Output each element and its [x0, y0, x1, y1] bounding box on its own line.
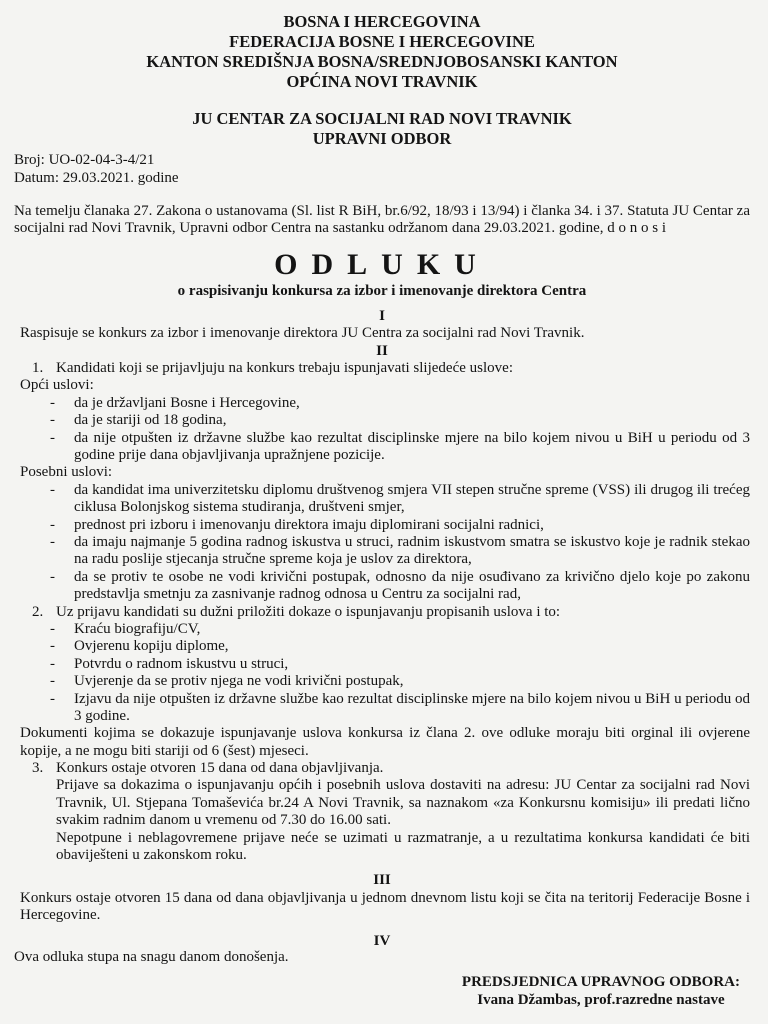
section-numeral-iii: III [373, 872, 391, 889]
required-documents-list [14, 621, 750, 725]
general-conditions-list [14, 395, 750, 465]
list-item: - Uvjerenje da se protiv njega ne vodi krivični postupak, [50, 673, 404, 690]
header-country: BOSNA I HERCEGOVINA [283, 12, 481, 31]
item-number: 1. [32, 360, 44, 377]
item-number: 3. [32, 760, 44, 777]
reference-number: Broj: UO-02-04-3-4/21 [14, 151, 155, 168]
section-numeral-i: I [379, 307, 385, 324]
signature-block [462, 973, 740, 1011]
document-date: Datum: 29.03.2021. godine [14, 169, 179, 186]
signature-title: PREDSJEDNICA UPRAVNOG ODBORA: [461, 973, 740, 990]
decision-title: ODLUKU [274, 247, 490, 281]
section-numeral-iv: IV [373, 932, 391, 949]
special-conditions-list [14, 482, 750, 604]
incomplete-applications-paragraph: Nepotpune i neblagovremene prijave neće se uzimati u razmatranje, a u rezultatima konkursa kandidati će biti obaviješteni u zakonskom roku. [56, 829, 750, 864]
item-text: Uz prijavu kandidati su dužni priložiti dokaze o ispunjavanju propisanih uslova i to: [56, 603, 561, 620]
item-text: Kandidati koji se prijavljuju na konkurs trebaju ispunjavati slijedeće uslove: [56, 360, 513, 377]
header-canton: KANTON SREDIŠNJA BOSNA/SREDNJOBOSANSKI KANTON [146, 52, 618, 72]
list-item: - da je stariji od 18 godina, [50, 412, 227, 429]
section-iv-text: Ova odluka stupa na snagu danom donošenja. [14, 948, 289, 965]
header-institution: JU CENTAR ZA SOCIJALNI RAD NOVI TRAVNIK [192, 108, 572, 128]
item-text: Konkurs ostaje otvoren 15 dana od dana objavljivanja. [56, 760, 384, 777]
item-1 [32, 360, 750, 377]
section-iii-text: Konkurs ostaje otvoren 15 dana od dana objavljivanja u jednom dnevnom listu koji se čita na teritorij Federacije Bosne i Hercegovine. [20, 889, 750, 924]
list-item: - Ovjerenu kopiju diplome, [50, 638, 229, 655]
list-item: - Izjavu da nije otpušten iz državne službe kao rezultat disciplinske mjere na bilo kojem nivou u BiH u periodu od 3 godine. [50, 690, 750, 724]
header-municipality: OPĆINA NOVI TRAVNIK [286, 72, 478, 92]
list-item: - prednost pri izboru i imenovanju direktora imaju diplomirani socijalni radnici, [50, 516, 544, 533]
header-body: UPRAVNI ODBOR [312, 128, 452, 148]
list-item: - da se protiv te osobe ne vodi krivični postupak, odnosno da nije osuđivano za krivično djelo koje po zakonu predstavlja smetnju za zasnivanje radnog odnosa u Centru za socijalni rad, [50, 568, 750, 603]
item-2 [32, 604, 750, 621]
list-item: - Potvrdu o radnom iskustvu u struci, [50, 655, 289, 672]
submission-paragraph: Prijave sa dokazima o ispunjavanju općih i posebnih uslova dostaviti na adresu: JU Centar za socijalni rad Novi Travnik, Ul. Stjepana Tomaševića br.24 A Novi Travnik, sa naznakom «za Konkursnu komisiju» ili predati lično svakim radnim danom u vremenu od 7.30 do 16.00 sati. [56, 777, 750, 829]
header-federation: FEDERACIJA BOSNE I HERCEGOVINE [229, 32, 535, 52]
section-i-text: Raspisuje se konkurs za izbor i imenovanje direktora JU Centra za socijalni rad Novi Travnik. [20, 325, 585, 342]
item-3 [32, 760, 750, 777]
general-conditions-label: Opći uslovi: [20, 377, 94, 394]
decision-subtitle: o raspisivanju konkursa za izbor i imenovanje direktora Centra [177, 282, 587, 299]
item-number: 2. [32, 603, 44, 620]
legal-basis-paragraph: Na temelju članaka 27. Zakona o ustanovama (Sl. list R BiH, br.6/92, 18/93 i 13/94) i članka 34. i 37. Statuta JU Centar za socijalni rad Novi Travnik, Upravni odbor Centra na sastanku održanom dana 29.03.2021. godine, d o n o s i [14, 202, 750, 237]
list-item: - da nije otpušten iz državne službe kao rezultat disciplinske mjere na bilo kojem nivou u BiH u periodu od 3 godine prije dana objavljivanja upražnjene pozicije. [50, 429, 750, 464]
section-numeral-ii: II [376, 342, 388, 359]
special-conditions-label: Posebni uslovi: [20, 464, 113, 481]
documents-note: Dokumenti kojima se dokazuje ispunjavanje uslova konkursa iz člana 2. ove odluke moraju biti orginal ili ovjerene kopije, a ne mogu biti stariji od 6 (šest) mjeseci. [20, 725, 750, 759]
signature-name: Ivana Džambas, prof.razredne nastave [477, 992, 725, 1009]
list-item: - Kraću biografiju/CV, [50, 620, 201, 637]
list-item: - da je državljani Bosne i Hercegovine, [50, 394, 300, 411]
document-header [14, 12, 750, 149]
list-item: - da kandidat ima univerzitetsku diplomu društvenog smjera VII stepen stručne spreme (VSS) ili drugog ili trećeg ciklusa Bolonjskog sistema studiranja, društveni smjer, [50, 481, 750, 516]
list-item: - da imaju najmanje 5 godina radnog iskustva u struci, radnim iskustvom smatra se iskustvo koje je radnik stekao na radu poslije stjecanja stručne spreme koja je uslov za direktora, [50, 534, 750, 568]
